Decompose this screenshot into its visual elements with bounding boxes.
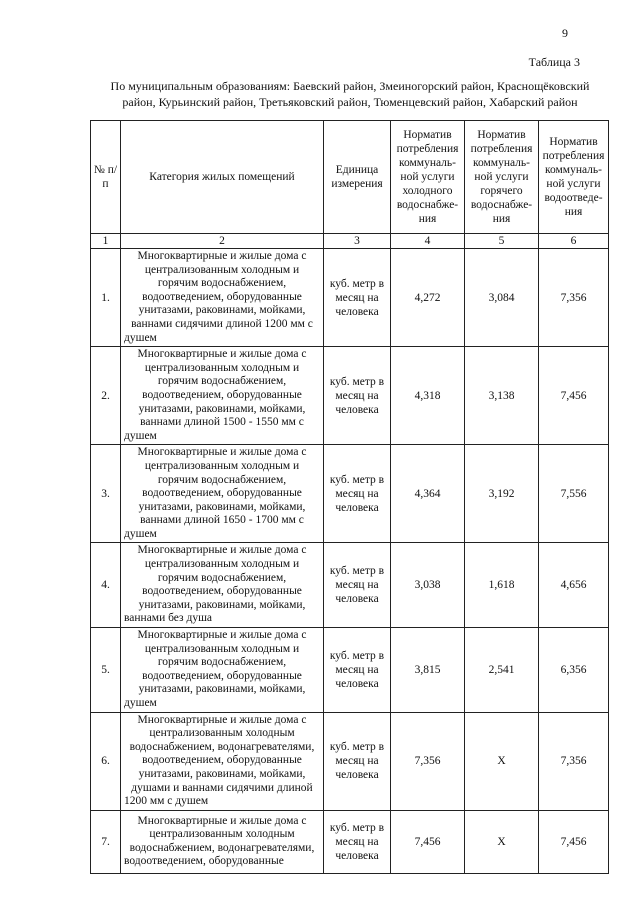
row-category: Многоквартирные и жилые дома с централизованным холодным и горячим водоснабжением, водоотведением, оборудованные унитазами, раковинами, мойками, ваннами длиной 1500 - 1550 мм с душем bbox=[121, 347, 324, 445]
table-row bbox=[91, 543, 609, 628]
row-category: Многоквартирные и жилые дома с централизованным холодным и горячим водоснабжением, водоотведением, оборудованные унитазами, раковинами, мойками, ваннами длиной 1650 - 1700 мм с душем bbox=[121, 445, 324, 543]
row-category: Многоквартирные и жилые дома с централизованным холодным и горячим водоснабжением, водоотведением, оборудованные унитазами, раковинами, мойками, ваннами без душа bbox=[121, 543, 324, 628]
index-cell: 3 bbox=[324, 234, 391, 249]
index-cell: 5 bbox=[465, 234, 539, 249]
row-number: 4. bbox=[91, 543, 121, 628]
row-number: 2. bbox=[91, 347, 121, 445]
row-number: 7. bbox=[91, 810, 121, 873]
row-number: 5. bbox=[91, 628, 121, 713]
row-cold-water: 7,356 bbox=[391, 712, 465, 810]
row-number: 1. bbox=[91, 249, 121, 347]
index-cell: 2 bbox=[121, 234, 324, 249]
row-cold-water: 4,318 bbox=[391, 347, 465, 445]
row-hot-water: 1,618 bbox=[465, 543, 539, 628]
row-category: Многоквартирные и жилые дома с централизованным холодным и горячим водоснабжением, водоотведением, оборудованные унитазами, раковинами, мойками, душем bbox=[121, 628, 324, 713]
header-unit: Единица измерения bbox=[324, 121, 391, 234]
row-unit: куб. метр в месяц на человека bbox=[324, 445, 391, 543]
row-unit: куб. метр в месяц на человека bbox=[324, 712, 391, 810]
header-drainage: Норматив потребления коммуналь-ной услуги водоотведе-ния bbox=[539, 121, 609, 234]
table-row bbox=[91, 712, 609, 810]
row-hot-water: 3,192 bbox=[465, 445, 539, 543]
page-number: 9 bbox=[562, 26, 568, 40]
row-number: 3. bbox=[91, 445, 121, 543]
row-unit: куб. метр в месяц на человека bbox=[324, 810, 391, 873]
index-cell: 4 bbox=[391, 234, 465, 249]
row-cold-water: 3,815 bbox=[391, 628, 465, 713]
row-hot-water: X bbox=[465, 810, 539, 873]
header-hot-water: Норматив потребления коммуналь-ной услуги горячего водоснабже-ния bbox=[465, 121, 539, 234]
row-category: Многоквартирные и жилые дома с централизованным холодным и горячим водоснабжением, водоотведением, оборудованные унитазами, раковинами, мойками, ваннами сидячими длиной 1200 мм с душем bbox=[121, 249, 324, 347]
index-cell: 6 bbox=[539, 234, 609, 249]
row-cold-water: 4,364 bbox=[391, 445, 465, 543]
row-drainage: 7,556 bbox=[539, 445, 609, 543]
header-category: Категория жилых помещений bbox=[121, 121, 324, 234]
row-drainage: 7,456 bbox=[539, 347, 609, 445]
table-row bbox=[91, 445, 609, 543]
row-number: 6. bbox=[91, 712, 121, 810]
header-row bbox=[91, 121, 609, 234]
row-unit: куб. метр в месяц на человека bbox=[324, 249, 391, 347]
row-hot-water: X bbox=[465, 712, 539, 810]
column-index-row bbox=[91, 234, 609, 249]
table-row bbox=[91, 347, 609, 445]
row-drainage: 7,456 bbox=[539, 810, 609, 873]
row-drainage: 7,356 bbox=[539, 249, 609, 347]
table-row bbox=[91, 628, 609, 713]
consumption-norms-table bbox=[90, 120, 609, 874]
row-drainage: 4,656 bbox=[539, 543, 609, 628]
header-cold-water: Норматив потребления коммуналь-ной услуги холодного водоснабже-ния bbox=[391, 121, 465, 234]
row-cold-water: 3,038 bbox=[391, 543, 465, 628]
header-num: № п/п bbox=[91, 121, 121, 234]
row-cold-water: 7,456 bbox=[391, 810, 465, 873]
row-cold-water: 4,272 bbox=[391, 249, 465, 347]
row-category: Многоквартирные и жилые дома с централизованным холодным водоснабжением, водонагревателями, водоотведением, оборудованные bbox=[121, 810, 324, 873]
table-heading: По муниципальным образованиям: Баевский район, Змеиногорский район, Краснощёковский район, Курьинский район, Третьяковский район, Тюменцевский район, Хабарский район bbox=[110, 79, 590, 109]
row-unit: куб. метр в месяц на человека bbox=[324, 543, 391, 628]
row-hot-water: 3,084 bbox=[465, 249, 539, 347]
row-drainage: 7,356 bbox=[539, 712, 609, 810]
row-category: Многоквартирные и жилые дома с централизованным холодным водоснабжением, водонагревателями, водоотведением, оборудованные унитазами, раковинами, мойками, душами и ваннами сидячими длиной 1200 мм с душем bbox=[121, 712, 324, 810]
table-label: Таблица 3 bbox=[528, 55, 580, 69]
row-drainage: 6,356 bbox=[539, 628, 609, 713]
row-hot-water: 3,138 bbox=[465, 347, 539, 445]
row-hot-water: 2,541 bbox=[465, 628, 539, 713]
table-row bbox=[91, 249, 609, 347]
row-unit: куб. метр в месяц на человека bbox=[324, 628, 391, 713]
row-unit: куб. метр в месяц на человека bbox=[324, 347, 391, 445]
table-row bbox=[91, 810, 609, 873]
index-cell: 1 bbox=[91, 234, 121, 249]
